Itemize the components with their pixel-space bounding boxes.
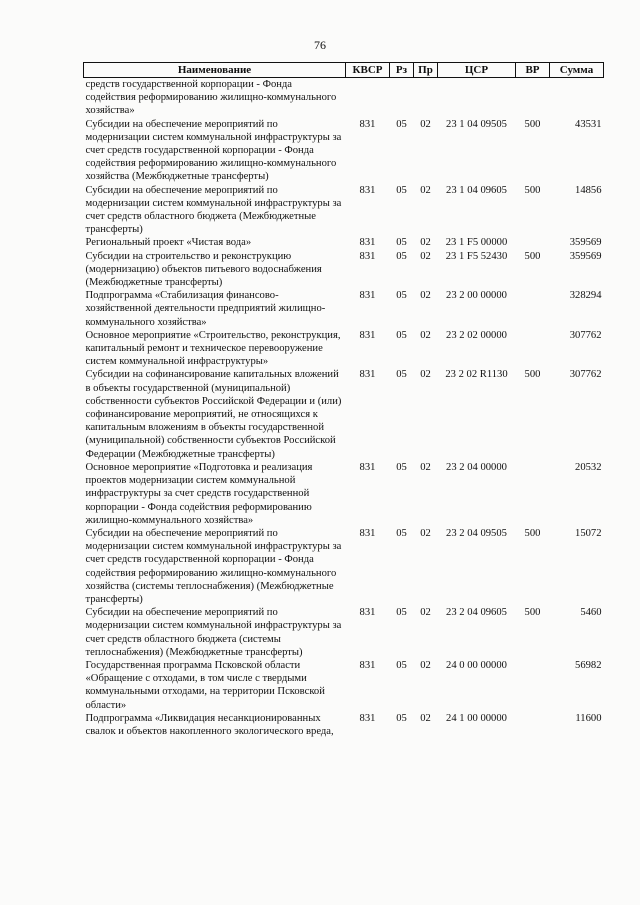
row-kvsr-cell [346,78,390,118]
row-rz-cell: 05 [396,237,407,249]
row-pr-cell: 02 [420,290,431,302]
table-row [84,78,604,118]
row-vr-cell [516,329,550,369]
row-vr-cell [516,461,550,527]
row-csr-cell: 23 2 02 00000 [446,329,507,341]
row-name-cell: Субсидии на строительство и реконструкцию (модернизацию) объектов питьевого водоснабжения (Межбюджетные трансферты) [85,250,322,289]
row-name-cell: средств государственной корпорации - Фонда содействия реформированию жилищно-коммунального хозяйства» [85,79,337,117]
row-csr-cell: 23 1 F5 00000 [445,237,508,249]
row-csr-cell: 23 1 04 09505 [446,118,507,130]
row-rz-cell: 05 [396,369,407,381]
row-vr-cell: 500 [524,184,541,196]
table-row [84,236,604,249]
table-row [84,289,604,329]
row-sum-cell: 5460 [580,607,602,619]
row-kvsr-cell: 831 [359,118,376,130]
header-rz: Рз [390,63,414,78]
row-name-cell: Субсидии на обеспечение мероприятий по модернизации систем коммунальной инфраструктуры за счет средств областного бюджета (Межбюджетные трансферты) [85,184,342,236]
table-row [84,659,604,712]
row-pr-cell: 02 [420,237,431,249]
table-header-row [84,63,604,78]
row-csr-cell: 23 1 F5 52430 [445,250,508,262]
table-row [84,606,604,659]
row-name-cell: Государственная программа Псковской области «Обращение с отходами, в том числе с твердыми коммунальными отходами, на территории Псковской области» [85,659,325,711]
row-rz-cell: 05 [396,461,407,473]
row-kvsr-cell: 831 [359,712,376,724]
header-kvsr: КВСР [346,63,390,78]
table-row [84,527,604,606]
row-sum-cell: 15072 [575,527,602,539]
row-csr-cell: 23 2 02 R1130 [445,369,508,381]
row-vr-cell [516,78,550,118]
row-vr-cell: 500 [524,118,541,130]
row-name-cell: Субсидии на обеспечение мероприятий по модернизации систем коммунальной инфраструктуры за счет средств государственной корпорации - Фонда содействия реформированию жилищно-коммунального хозяйства (Межбюджетные трансферты) [85,118,342,183]
row-vr-cell [516,712,550,738]
row-kvsr-cell: 831 [359,290,376,302]
row-pr-cell: 02 [420,250,431,262]
table-row [84,712,604,738]
row-csr-cell: 23 2 04 09505 [446,527,507,539]
row-sum-cell: 307762 [569,369,602,381]
row-pr-cell: 02 [420,329,431,341]
header-pr: Пр [414,63,438,78]
row-rz-cell: 05 [396,329,407,341]
row-name-cell: Подпрограмма «Ликвидация несанкционированных свалок и объектов накопленного экологического вреда, [85,712,334,737]
row-sum-cell: 11600 [575,712,602,724]
row-rz-cell: 05 [396,527,407,539]
row-csr-cell: 23 1 04 09605 [446,184,507,196]
row-vr-cell: 500 [524,527,541,539]
row-pr-cell: 02 [420,607,431,619]
header-name: Наименование [84,63,346,78]
row-sum-cell: 328294 [569,290,602,302]
row-name-cell: Основное мероприятие «Подготовка и реализация проектов модернизации систем коммунальной инфраструктуры за счет средств государственной корпорации - Фонда содействия реформированию жилищно-коммунального хозяйства» [85,461,313,526]
row-rz-cell: 05 [396,250,407,262]
row-rz-cell [390,78,414,118]
row-kvsr-cell: 831 [359,250,376,262]
row-pr-cell: 02 [420,527,431,539]
row-vr-cell: 500 [524,369,541,381]
table-row [84,461,604,527]
table-body [84,78,604,739]
row-vr-cell [516,659,550,712]
header-sum: Сумма [550,63,604,78]
row-pr-cell: 02 [420,712,431,724]
row-sum-cell: 359569 [569,237,602,249]
row-kvsr-cell: 831 [359,329,376,341]
row-csr-cell: 24 1 00 00000 [446,712,507,724]
row-csr-cell: 23 2 00 00000 [446,290,507,302]
row-vr-cell: 500 [524,250,541,262]
table-row [84,118,604,184]
row-sum-cell: 56982 [575,659,602,671]
row-csr-cell: 24 0 00 00000 [446,659,507,671]
row-kvsr-cell: 831 [359,527,376,539]
row-rz-cell: 05 [396,712,407,724]
row-rz-cell: 05 [396,290,407,302]
row-name-cell: Региональный проект «Чистая вода» [85,237,252,249]
row-csr-cell: 23 2 04 00000 [446,461,507,473]
row-name-cell: Основное мероприятие «Строительство, реконструкция, капитальный ремонт и техническое перевооружение систем коммунальной инфраструктуры» [85,329,341,368]
row-sum-cell: 359569 [569,250,602,262]
row-pr-cell: 02 [420,461,431,473]
row-sum-cell [550,78,604,118]
row-pr-cell [414,78,438,118]
row-csr-cell: 23 2 04 09605 [446,607,507,619]
table-row [84,184,604,237]
row-rz-cell: 05 [396,118,407,130]
row-sum-cell: 307762 [569,329,602,341]
row-pr-cell: 02 [420,659,431,671]
header-vr: ВР [516,63,550,78]
row-pr-cell: 02 [420,369,431,381]
row-name-cell: Субсидии на обеспечение мероприятий по модернизации систем коммунальной инфраструктуры за счет средств государственной корпорации - Фонда содействия реформированию жилищно-коммунального хозяйства (системы теплоснабжения) (Межбюджетные трансферты) [85,527,342,605]
row-kvsr-cell: 831 [359,237,376,249]
table-row [84,368,604,460]
table-row [84,250,604,290]
row-name-cell: Подпрограмма «Стабилизация финансово-хозяйственной деятельности предприятий жилищно-коммунального хозяйства» [85,290,326,328]
row-rz-cell: 05 [396,184,407,196]
row-vr-cell [516,289,550,329]
header-csr: ЦСР [438,63,516,78]
row-rz-cell: 05 [396,659,407,671]
row-name-cell: Субсидии на софинансирование капитальных вложений в объекты государственной (муниципальной) собственности субъектов Российской Федерации и (или) софинансирование мероприятий, не относящихся к капитальным вложениям в объекты государственной (муниципальной) собственности субъектов Российской Федерации (Межбюджетные трансферты) [85,369,342,460]
row-kvsr-cell: 831 [359,659,376,671]
row-csr-cell [438,78,516,118]
row-vr-cell: 500 [524,607,541,619]
row-kvsr-cell: 831 [359,461,376,473]
row-name-cell: Субсидии на обеспечение мероприятий по модернизации систем коммунальной инфраструктуры за счет средств областного бюджета (системы теплоснабжения) (Межбюджетные трансферты) [85,607,342,658]
row-sum-cell: 43531 [575,118,602,130]
table-row [84,329,604,369]
budget-table [83,62,604,738]
row-sum-cell: 14856 [575,184,602,196]
row-sum-cell: 20532 [575,461,602,473]
row-kvsr-cell: 831 [359,184,376,196]
row-kvsr-cell: 831 [359,607,376,619]
row-rz-cell: 05 [396,607,407,619]
page-number: 76 [314,38,326,52]
row-pr-cell: 02 [420,184,431,196]
row-vr-cell [516,236,550,249]
row-pr-cell: 02 [420,118,431,130]
row-kvsr-cell: 831 [359,369,376,381]
